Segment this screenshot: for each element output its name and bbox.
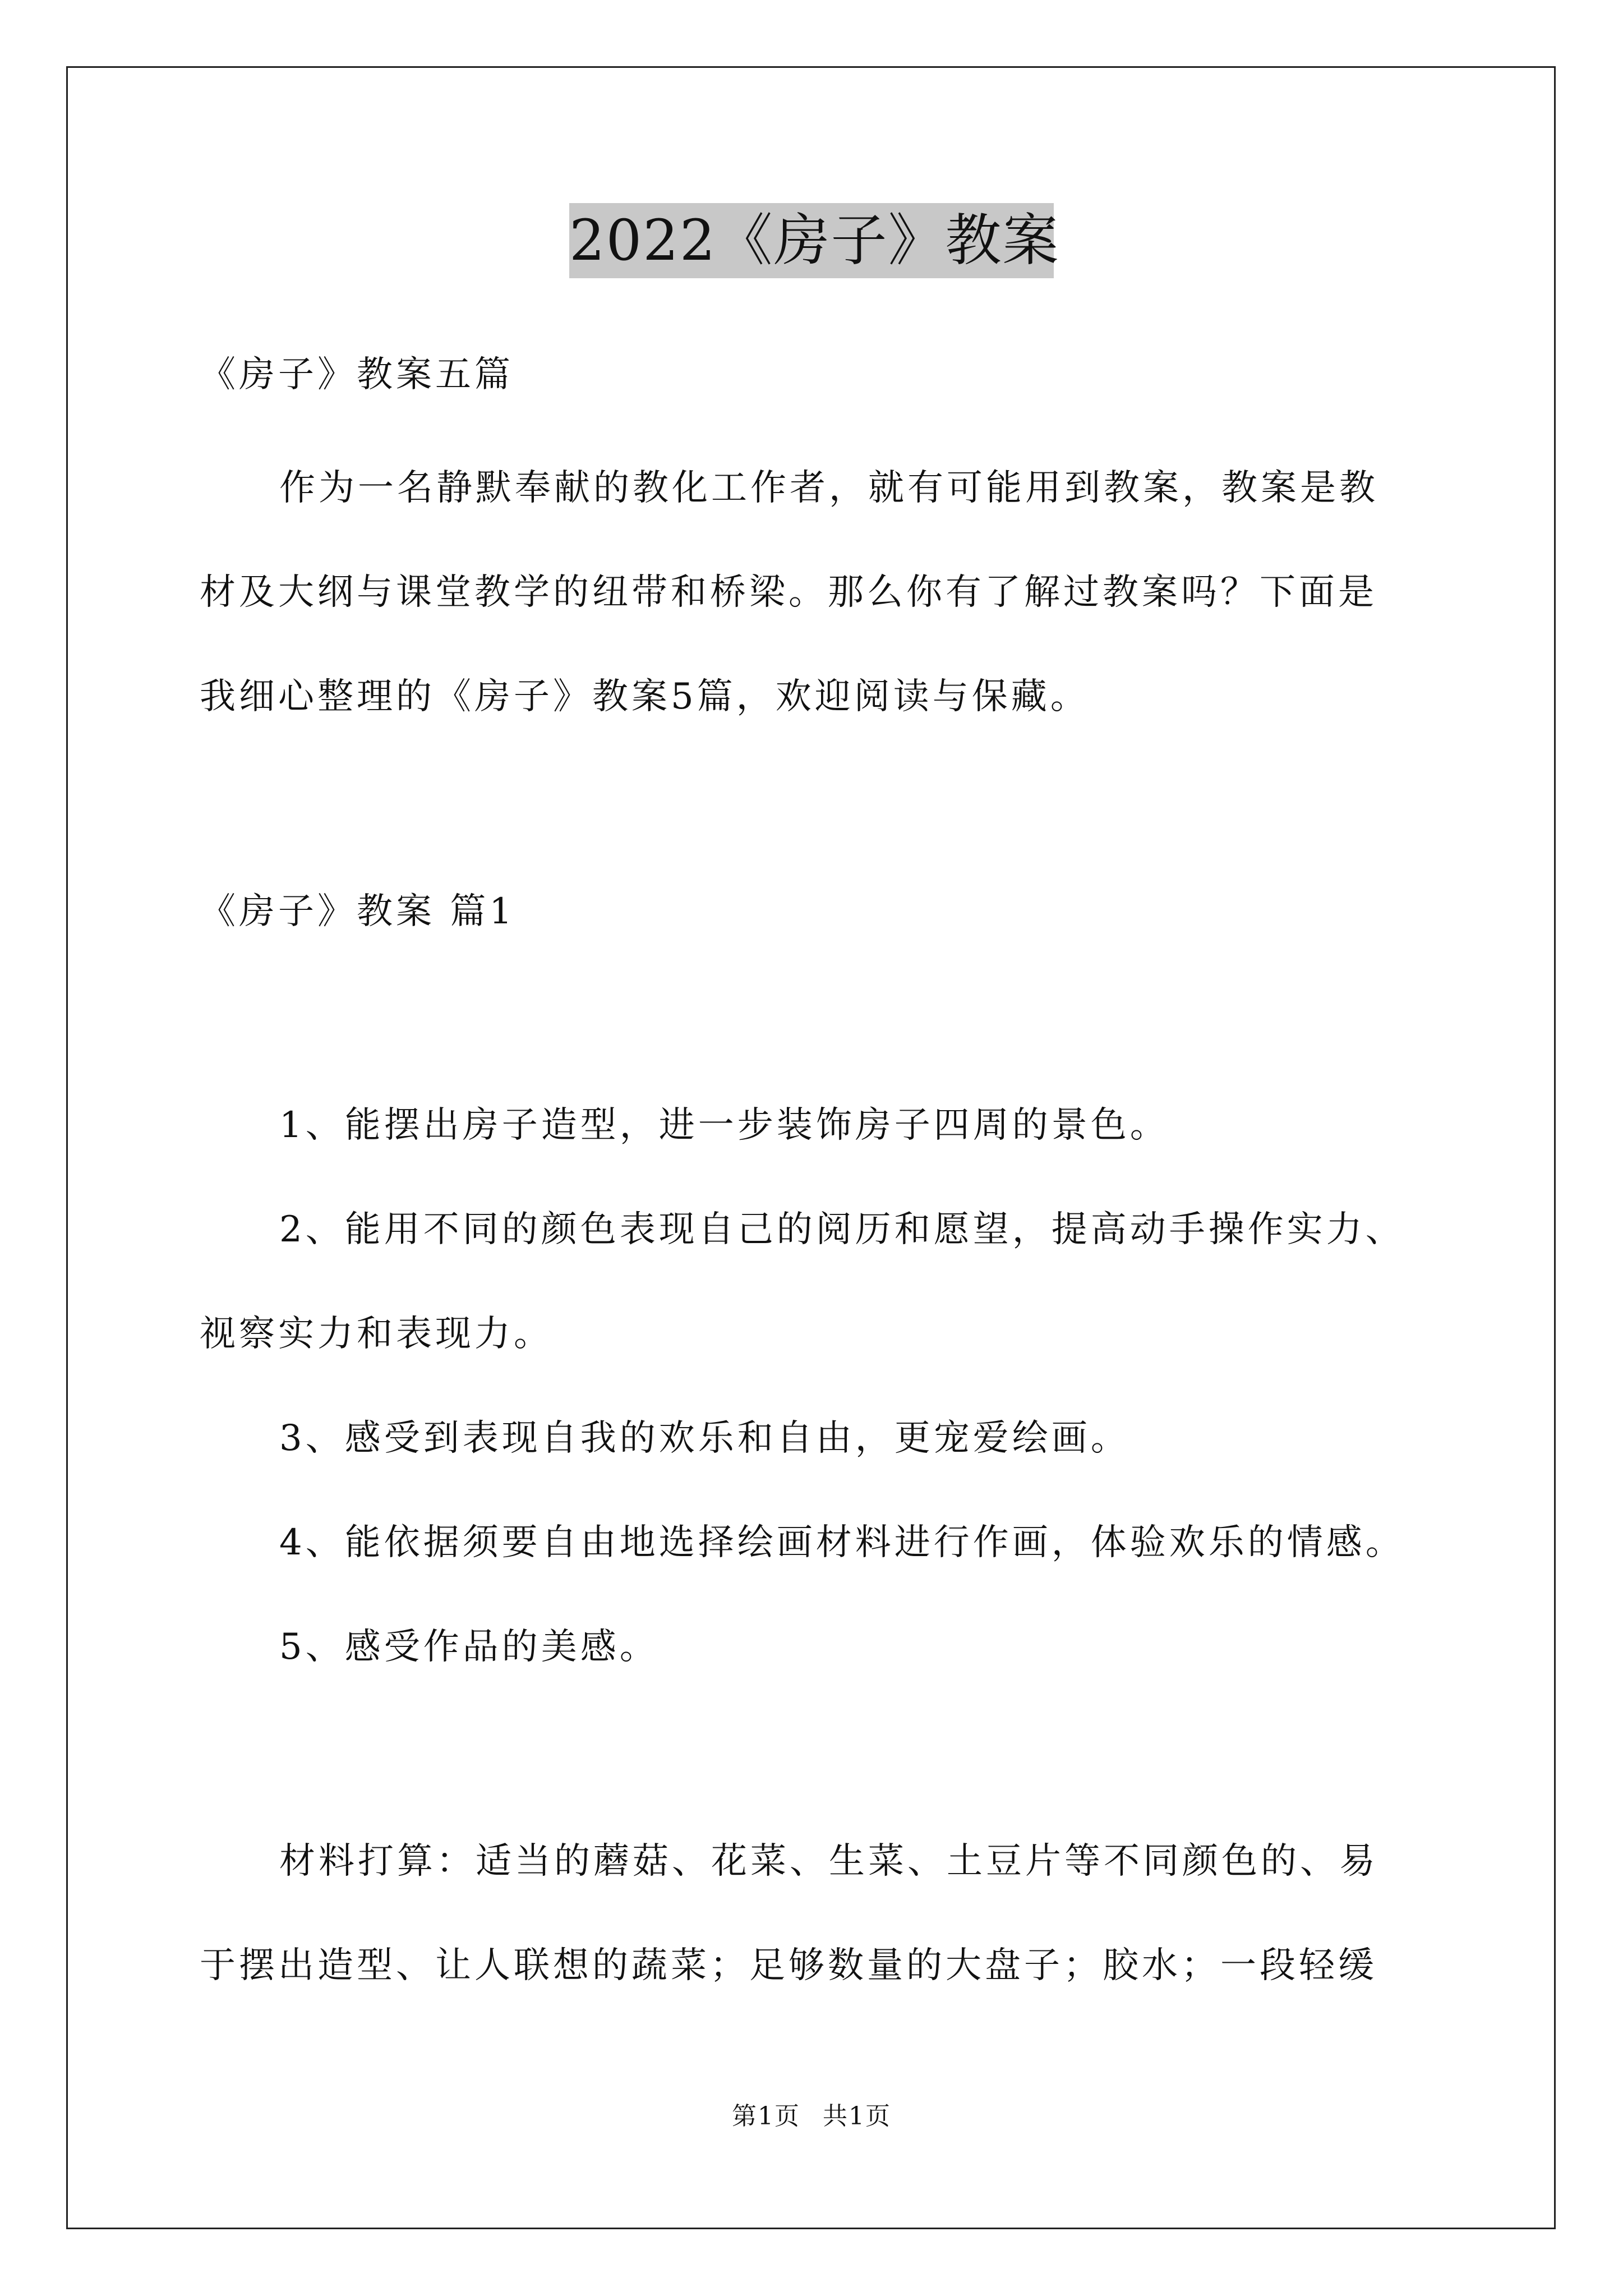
materials-line-2: 于摆出造型、让人联想的蔬菜；足够数量的大盘子；胶水；一段轻缓	[200, 1945, 1377, 1986]
goal-line-5: 4、能依据须要自由地选择绘画材料进行作画，体验欢乐的情感。	[279, 1522, 1405, 1563]
intro-line-1: 作为一名静默奉献的教化工作者，就有可能用到教案，教案是教	[279, 467, 1378, 509]
materials-line-1: 材料打算：适当的蘑菇、花菜、生菜、土豆片等不同颜色的、易	[279, 1841, 1378, 1882]
intro-line-3: 我细心整理的《房子》教案5篇，欢迎阅读与保藏。	[200, 676, 1090, 717]
intro-line-2: 材及大纲与课堂教学的纽带和桥梁。那么你有了解过教案吗？下面是	[200, 572, 1377, 613]
page-number: 第1页	[732, 2102, 800, 2131]
document-subtitle: 《房子》教案五篇	[200, 354, 514, 395]
goal-line-3: 视察实力和表现力。	[200, 1313, 553, 1355]
goal-line-6: 5、感受作品的美感。	[279, 1626, 659, 1668]
goal-line-4: 3、感受到表现自我的欢乐和自由，更宠爱绘画。	[279, 1418, 1130, 1459]
section-heading: 《房子》教案 篇1	[200, 891, 516, 932]
document-title: 2022《房子》教案	[569, 203, 1054, 278]
goal-line-2: 2、能用不同的颜色表现自己的阅历和愿望，提高动手操作实力、	[279, 1209, 1405, 1250]
goal-line-1: 1、能摆出房子造型，进一步装饰房子四周的景色。	[279, 1105, 1169, 1146]
page-total: 共1页	[823, 2102, 891, 2131]
page-footer	[0, 2101, 1623, 2132]
